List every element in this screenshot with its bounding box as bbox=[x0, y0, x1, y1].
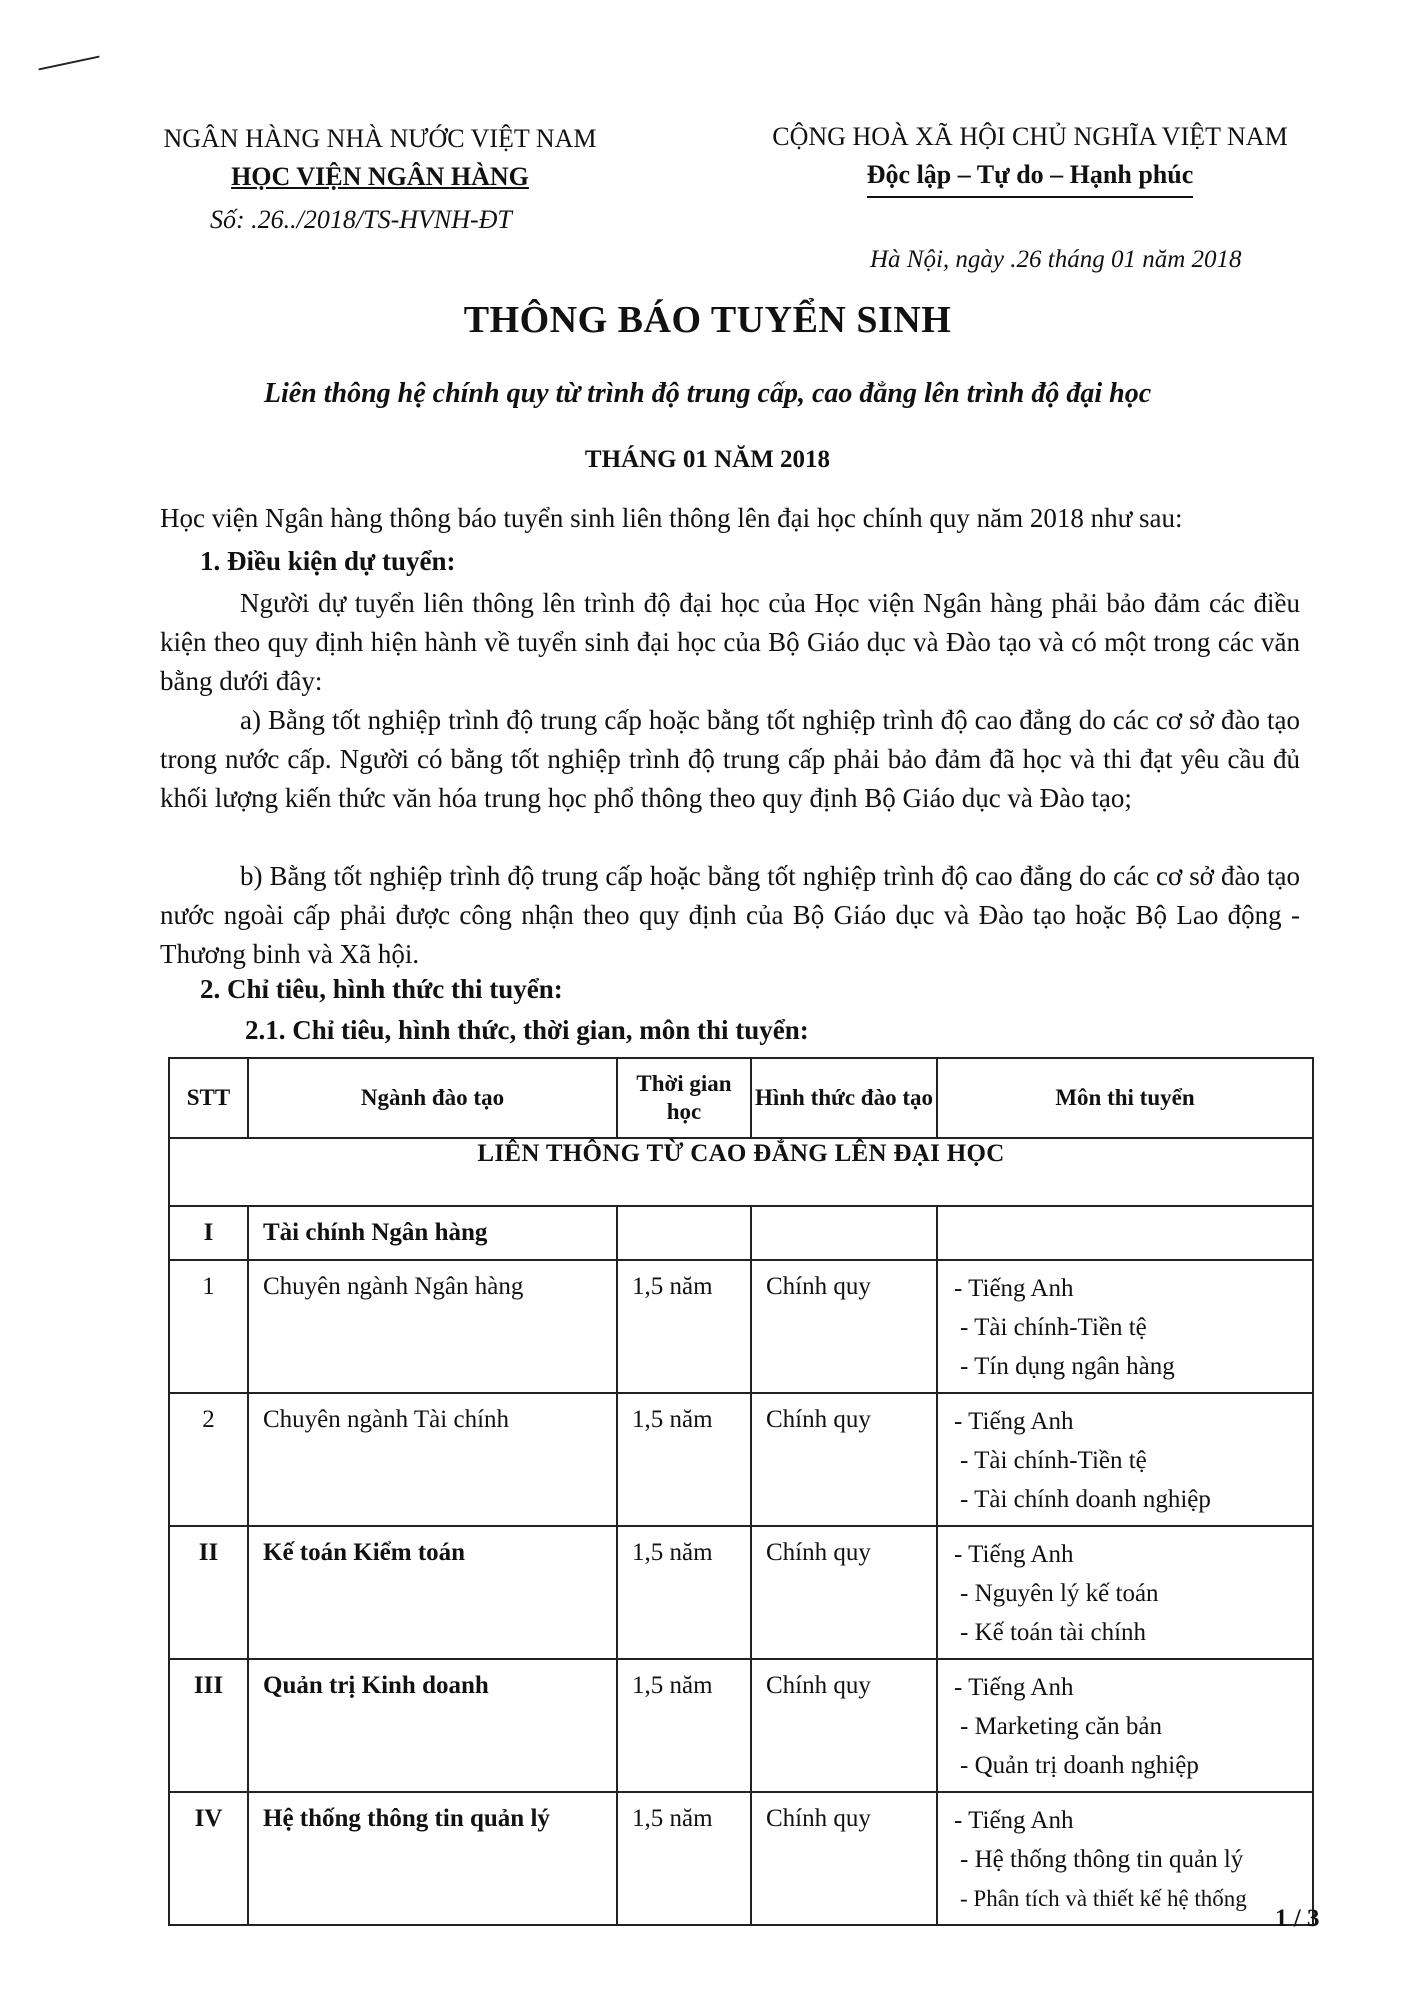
section-title: LIÊN THÔNG TỪ CAO ĐẲNG LÊN ĐẠI HỌC bbox=[169, 1138, 1313, 1206]
issue-date: Hà Nội, ngày .26 tháng 01 năm 2018 bbox=[870, 246, 1242, 273]
subject-item: - Marketing căn bản bbox=[960, 1713, 1163, 1740]
national-motto: Độc lập – Tự do – Hạnh phúc bbox=[867, 156, 1194, 198]
subject-item: - Tiếng Anh bbox=[954, 1674, 1074, 1701]
subject-item: - Tiếng Anh bbox=[954, 1807, 1074, 1834]
admission-quota-table bbox=[168, 1057, 1314, 1926]
subject-item: - Tiếng Anh bbox=[954, 1541, 1074, 1568]
intro-paragraph: Học viện Ngân hàng thông báo tuyển sinh liên thông lên đại học chính quy năm 2018 như sau: bbox=[160, 503, 1183, 533]
major-cell: Tài chính Ngân hàng bbox=[248, 1206, 617, 1260]
national-heading bbox=[735, 118, 1325, 198]
document-number: Số: .26../2018/TS-HVNH-ĐT bbox=[210, 205, 512, 234]
subjects-cell bbox=[937, 1659, 1313, 1792]
section-1-item-b: b) Bằng tốt nghiệp trình độ trung cấp hoặc bằng tốt nghiệp trình độ cao đẳng do các cơ sở đào tạo nước ngoài cấp phải được công nhận theo quy định của Bộ Giáo dục và Đào tạo hoặc Bộ Lao động - Thương binh và Xã hội. bbox=[160, 861, 1300, 969]
document-title: THÔNG BÁO TUYỂN SINH bbox=[463, 299, 952, 341]
document-subtitle: Liên thông hệ chính quy từ trình độ trung cấp, cao đẳng lên trình độ đại học bbox=[263, 378, 1152, 409]
subject-item: - Nguyên lý kế toán bbox=[960, 1580, 1159, 1607]
month-line: THÁNG 01 NĂM 2018 bbox=[584, 446, 831, 473]
header-stt: STT bbox=[169, 1058, 248, 1138]
section-2-1-heading: 2.1. Chỉ tiêu, hình thức, thời gian, môn thi tuyển: bbox=[245, 1015, 809, 1045]
table-section-row bbox=[169, 1138, 1313, 1206]
section-2-heading: 2. Chỉ tiêu, hình thức thi tuyển: bbox=[200, 974, 563, 1004]
subject-item: - Hệ thống thông tin quản lý bbox=[960, 1846, 1244, 1873]
page-number: 1 / 3 bbox=[1275, 1905, 1320, 1932]
duration-cell: 1,5 năm bbox=[617, 1792, 751, 1925]
duration-cell: 1,5 năm bbox=[617, 1393, 751, 1526]
subject-item: - Phân tích và thiết kế hệ thống bbox=[960, 1886, 1247, 1911]
duration-cell: 1,5 năm bbox=[617, 1526, 751, 1659]
institution-name: HỌC VIỆN NGÂN HÀNG bbox=[231, 162, 529, 191]
header-form: Hình thức đào tạo bbox=[751, 1058, 937, 1138]
subject-item: - Tài chính doanh nghiệp bbox=[960, 1486, 1211, 1513]
issuer-block bbox=[130, 120, 630, 196]
pen-mark bbox=[38, 56, 99, 71]
stt-cell: IV bbox=[169, 1792, 248, 1925]
header-duration: Thời gian học bbox=[617, 1058, 751, 1138]
stt-cell: III bbox=[169, 1659, 248, 1792]
agency-name: NGÂN HÀNG NHÀ NƯỚC VIỆT NAM bbox=[163, 124, 597, 153]
table-header-row bbox=[169, 1058, 1313, 1138]
major-cell: Chuyên ngành Tài chính bbox=[248, 1393, 617, 1526]
stt-cell: 1 bbox=[169, 1260, 248, 1393]
table-row bbox=[169, 1659, 1313, 1792]
subject-item: - Quản trị doanh nghiệp bbox=[960, 1752, 1199, 1779]
stt-cell: I bbox=[169, 1206, 248, 1260]
section-1-item-a: a) Bằng tốt nghiệp trình độ trung cấp hoặc bằng tốt nghiệp trình độ cao đẳng do các cơ sở đào tạo trong nước cấp. Người có bằng tốt nghiệp trình độ trung cấp phải bảo đảm đã học và thi đạt yêu cầu đủ khối lượng kiến thức văn hóa trung học phổ thông theo quy định Bộ Giáo dục và Đào tạo; bbox=[160, 705, 1300, 813]
subjects-cell bbox=[937, 1206, 1313, 1260]
table-row bbox=[169, 1260, 1313, 1393]
subjects-cell bbox=[937, 1526, 1313, 1659]
subject-item: - Tín dụng ngân hàng bbox=[960, 1353, 1175, 1380]
nation-name: CỘNG HOÀ XÃ HỘI CHỦ NGHĨA VIỆT NAM bbox=[772, 122, 1288, 151]
table-row bbox=[169, 1792, 1313, 1925]
major-cell: Quản trị Kinh doanh bbox=[248, 1659, 617, 1792]
major-cell: Kế toán Kiểm toán bbox=[248, 1526, 617, 1659]
duration-cell: 1,5 năm bbox=[617, 1659, 751, 1792]
subject-item: - Tiếng Anh bbox=[954, 1275, 1074, 1302]
table-row bbox=[169, 1526, 1313, 1659]
subjects-cell bbox=[937, 1260, 1313, 1393]
form-cell: Chính quy bbox=[751, 1659, 937, 1792]
form-cell: Chính quy bbox=[751, 1260, 937, 1393]
major-cell: Hệ thống thông tin quản lý bbox=[248, 1792, 617, 1925]
header-subjects: Môn thi tuyển bbox=[937, 1058, 1313, 1138]
subject-item: - Tài chính-Tiền tệ bbox=[960, 1314, 1147, 1341]
section-1-paragraph: Người dự tuyển liên thông lên trình độ đại học của Học viện Ngân hàng phải bảo đảm các điều kiện theo quy định hiện hành về tuyển sinh đại học của Bộ Giáo dục và Đào tạo và có một trong các văn bằng dưới đây: bbox=[160, 588, 1300, 696]
duration-cell: 1,5 năm bbox=[617, 1260, 751, 1393]
form-cell: Chính quy bbox=[751, 1393, 937, 1526]
major-cell: Chuyên ngành Ngân hàng bbox=[248, 1260, 617, 1393]
table-row bbox=[169, 1393, 1313, 1526]
subject-item: - Tài chính-Tiền tệ bbox=[960, 1447, 1147, 1474]
header-major: Ngành đào tạo bbox=[248, 1058, 617, 1138]
duration-cell bbox=[617, 1206, 751, 1260]
form-cell: Chính quy bbox=[751, 1792, 937, 1925]
form-cell: Chính quy bbox=[751, 1526, 937, 1659]
table-row bbox=[169, 1206, 1313, 1260]
subject-item: - Kế toán tài chính bbox=[960, 1619, 1147, 1646]
stt-cell: 2 bbox=[169, 1393, 248, 1526]
subjects-cell bbox=[937, 1792, 1313, 1925]
form-cell bbox=[751, 1206, 937, 1260]
subjects-cell bbox=[937, 1393, 1313, 1526]
subject-item: - Tiếng Anh bbox=[954, 1408, 1074, 1435]
section-1-heading: 1. Điều kiện dự tuyển: bbox=[200, 546, 456, 576]
stt-cell: II bbox=[169, 1526, 248, 1659]
